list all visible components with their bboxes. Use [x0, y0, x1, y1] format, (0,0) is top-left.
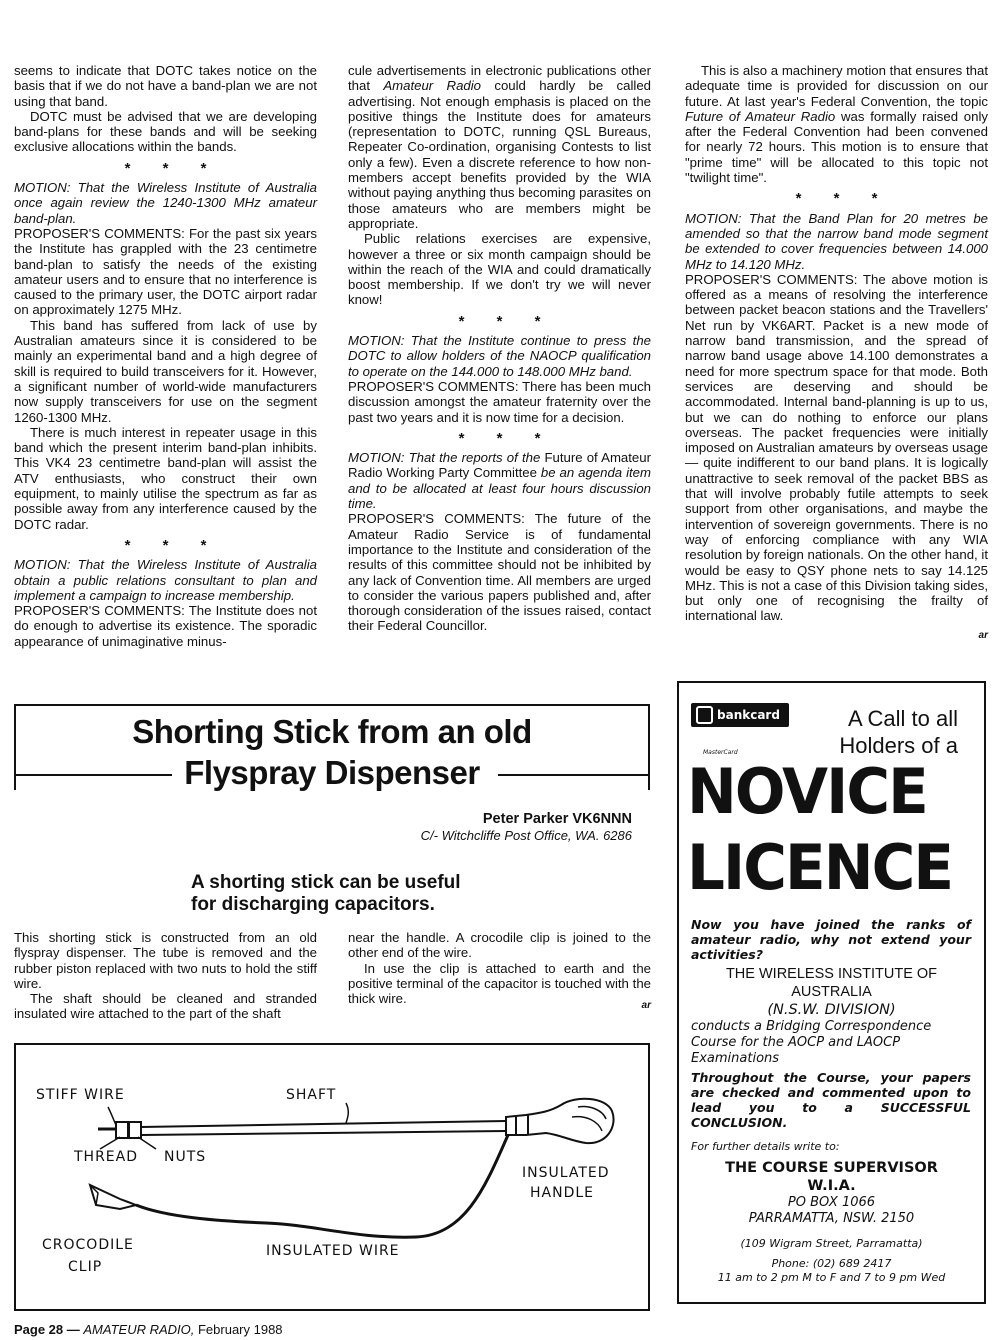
label-thread: THREAD — [74, 1149, 139, 1165]
end-mark: ar — [978, 629, 988, 641]
end-mark: ar — [641, 1000, 651, 1012]
text-run: was formally raised only after the Federal Convention had been convened for nearly 72 hours. This motion is to ensure that "prime time" will be allocated to this topic not "twilight time". — [685, 108, 988, 186]
label-crocodile-clip: CLIP — [68, 1259, 103, 1275]
section-divider: * * * — [458, 312, 555, 330]
motion-text: MOTION: That the Wireless Institute of Australia once again review the 1240-1300 MHz amateur band-plan. — [14, 180, 317, 226]
label-insulated-handle: HANDLE — [530, 1185, 595, 1201]
licence-heading: LICENCE — [687, 831, 953, 904]
bankcard-logo — [691, 703, 789, 727]
article-subtitle — [191, 872, 461, 916]
headline-line: Holders of a — [839, 733, 958, 758]
further-details: For further details write to: — [691, 1140, 840, 1153]
subtitle-line: A shorting stick can be useful — [191, 872, 461, 893]
nut — [129, 1122, 141, 1138]
shaft-bottom — [141, 1131, 506, 1135]
organisation-line: AUSTRALIA — [791, 984, 872, 1000]
label-insulated-handle: INSULATED — [522, 1165, 610, 1181]
label-leader — [100, 1137, 120, 1149]
paragraph: PROPOSER'S COMMENTS: There has been much discussion amongst the amateur fraternity over the past two years and it is now time for a decision. — [348, 378, 651, 425]
committee-name: Future of Amateur Radio Working Party Committee — [348, 450, 651, 481]
bankcard-icon — [696, 706, 713, 724]
text-run: be an agenda item and to be allocated at least four hours discussion time. — [348, 465, 651, 512]
label-leader — [108, 1107, 116, 1125]
shaft-top — [141, 1121, 506, 1127]
course-promise: Throughout the Course, your papers are checked and commented upon to lead you to a SUCCESSFUL CONCLUSION. — [691, 1070, 971, 1130]
text-run: cule advertisements in electronic publications other that — [348, 63, 651, 94]
novice-heading: NOVICE — [687, 755, 927, 828]
paragraph: PROPOSER'S COMMENTS: The above motion is offered as a means of resolving the interference between packet beacon stations and the Travellers' Net run by VK6ART. Packet is a new mode of narrow band transmission, and the spread of narrow band usage above 14.100 demonstrates a need for more spectrum space for that mode. Both services are deserving and should be accommodated. Internal band-planning is up to us, but we can do nothing to enforce our plans overseas. The packet frequencies were initially imposed on Australian amateurs by overseas usage — quite indifferent to our band plans. It is logically unattractive to seek removal of the packet BBS as that will involve probably futile attempts to seek support from other organisations, and maybe the intervention of sovereign governments. There is no way of enforcing compliance with any WIA resolution by foreign nationals. On the other hand, it would be easy to QSY phone nets to say 14.125 MHz. This is not a case of this Division taking sides, but only one of recognising the frailty of international law. — [685, 271, 988, 624]
paragraph: There is much interest in repeater usage in this band which the present interim band-plan inhibits. This VK4 23 centimetre band-plan will assist the ATV enthusiasts, who construct their own equipment, to mainly utilise the spectrum as far as possible away from any interference caused by the DOTC radar. — [14, 424, 317, 532]
bankcard-text: bankcard — [717, 708, 780, 722]
publication-name: Amateur Radio — [383, 78, 482, 94]
article-title-line-2 — [0, 752, 664, 794]
column-1 — [14, 63, 317, 649]
label-leader — [346, 1103, 348, 1123]
author-address: C/- Witchcliffe Post Office, WA. 6286 — [420, 828, 632, 843]
motion-text: MOTION: That the Band Plan for 20 metres be amended so that the narrow band mode segment be extended to cover frequencies between 14.000 MHz to 14.120 MHz. — [685, 210, 988, 272]
shorting-stick-drawing — [14, 1043, 650, 1311]
label-crocodile-clip: CROCODILE — [42, 1237, 134, 1253]
paragraph — [348, 63, 651, 231]
contact-organisation: W.I.A. — [807, 1178, 856, 1194]
phone-number: Phone: (02) 689 2417 — [771, 1257, 892, 1270]
article-title-line-1: Shorting Stick from an old — [132, 713, 532, 750]
label-stiff-wire: STIFF WIRE — [36, 1087, 125, 1103]
text-run: This is also a machinery motion that ensures that adequate time is provided for discussion on our future. At last year's Federal Convention, the topic — [685, 63, 988, 109]
ad-intro: Now you have joined the ranks of amateur radio, why not extend your activities? — [691, 917, 971, 962]
column-2 — [348, 63, 651, 634]
headline-line: A Call to all — [847, 706, 958, 731]
paragraph: PROPOSER'S COMMENTS: For the past six years the Institute has grappled with the 23 centimetre band-plan to satisfy the needs of the existing amateur users and to ensure that no interference is caused to the primary user, the DOTC airport radar on approximately 1275 MHz. — [14, 225, 317, 318]
office-hours: 11 am to 2 pm M to F and 7 to 9 pm Wed — [717, 1271, 946, 1284]
ad-headline — [839, 705, 958, 759]
title-rule-right — [498, 774, 650, 776]
handle-hatch — [572, 1117, 602, 1131]
paragraph: near the handle. A crocodile clip is joined to the other end of the wire. — [348, 930, 651, 961]
label-shaft: SHAFT — [286, 1087, 337, 1103]
issue-date: February 1988 — [194, 1322, 283, 1337]
paragraph: DOTC must be advised that we are developing band-plans for these bands and will be seeking exclusive allocations within the bands. — [14, 108, 317, 155]
paragraph: This band has suffered from lack of use by Australian amateurs since it is considered to be mainly an experimental band and a high degree of skill is required to build transceivers for it. However, a significant number of world-wide manufacturers now supply transceivers for use on the segment 1260-1300 MHz. — [14, 317, 317, 425]
mastercard-logo: MasterCard — [703, 749, 738, 756]
section-divider: * * * — [124, 159, 221, 177]
author-name: Peter Parker VK6NNN — [482, 811, 632, 827]
nut — [116, 1122, 128, 1138]
paragraph: This shorting stick is constructed from an old flyspray dispenser. The tube is removed and the rubber piston replaced with two nuts to hold the stiff wire. — [14, 930, 317, 991]
topic-name: Future of Amateur Radio — [685, 108, 836, 124]
motion-text — [348, 450, 651, 511]
postal-city: PARRAMATTA, NSW. 2150 — [748, 1211, 915, 1226]
motion-text: MOTION: That the Institute continue to press the DOTC to allow holders of the NAOCP qualification to operate on the 144.000 to 148.000 MHz band. — [348, 333, 651, 379]
paragraph: Public relations exercises are expensive, however a three or six month campaign should be within the reach of the WIA and could dramatically boost membership. If we don't try we will never know! — [348, 231, 651, 308]
organisation-line: THE WIRELESS INSTITUTE OF — [725, 966, 938, 982]
page-footer — [14, 1322, 283, 1337]
label-leader — [138, 1137, 156, 1149]
subtitle-line: for discharging capacitors. — [191, 894, 435, 915]
section-divider: * * * — [124, 536, 221, 554]
article-title-text: Flyspray Dispenser — [180, 754, 483, 791]
division-name: (N.S.W. DIVISION) — [767, 1002, 896, 1018]
contact-title: THE COURSE SUPERVISOR — [725, 1160, 938, 1176]
novice-licence-advertisement — [677, 681, 986, 1304]
publication-name: AMATEUR RADIO, — [83, 1322, 195, 1337]
paragraph: seems to indicate that DOTC takes notice on the basis that if we do not have a band-plan we are not using that band. — [14, 63, 317, 109]
text-run: could hardly be called advertising. Not enough emphasis is placed on the positive things the Institute does for amateurs (representation to DOTC, running QSL Bureaus, Repeater Co-ordination, organising Contests to list only a few). Even a discrete reference to how non-members accept benefits provided by the WIA without paying anything thus becoming parasites on those amateurs who are members might be appropriate. — [348, 78, 651, 231]
article-column-left — [14, 930, 317, 1022]
page-number: Page 28 — — [14, 1322, 84, 1337]
paragraph — [685, 63, 988, 185]
text-run: MOTION: That the reports of the — [348, 450, 545, 466]
paragraph: The shaft should be cleaned and stranded insulated wire attached to the part of the shaft — [14, 991, 317, 1022]
paragraph: PROPOSER'S COMMENTS: The future of the Amateur Radio Service is of fundamental importance to the Institute and consideration of the results of this committee should not be inhibited by any lack of Convention time. All members are urged to consider the various papers published and, after thorough consideration of the issues raised, contact their Federal Councillor. — [348, 511, 651, 634]
organisation-name — [679, 965, 984, 1001]
section-divider: * * * — [795, 190, 892, 208]
label-insulated-wire: INSULATED WIRE — [266, 1243, 400, 1259]
course-description: conducts a Bridging Correspondence Course for the AOCP and LAOCP Examinations — [691, 1019, 932, 1066]
column-3 — [685, 63, 988, 643]
shorting-stick-illustration — [16, 1045, 648, 1309]
insulated-handle — [506, 1099, 614, 1143]
postal-box: PO BOX 1066 — [787, 1195, 876, 1210]
section-divider: * * * — [458, 429, 555, 447]
motion-text: MOTION: That the Wireless Institute of Australia obtain a public relations consultant to plan and implement a campaign to increase membership. — [14, 557, 317, 603]
article-column-right — [348, 930, 651, 1014]
street-address: (109 Wigram Street, Parramatta) — [740, 1237, 923, 1250]
paragraph: In use the clip is attached to earth and the positive terminal of the capacitor is touched with the thick wire. — [348, 960, 651, 1007]
paragraph: PROPOSER'S COMMENTS: The Institute does not do enough to advertise its existence. The sporadic appearance of unimaginative minus- — [14, 603, 317, 649]
label-nuts: NUTS — [164, 1149, 207, 1165]
